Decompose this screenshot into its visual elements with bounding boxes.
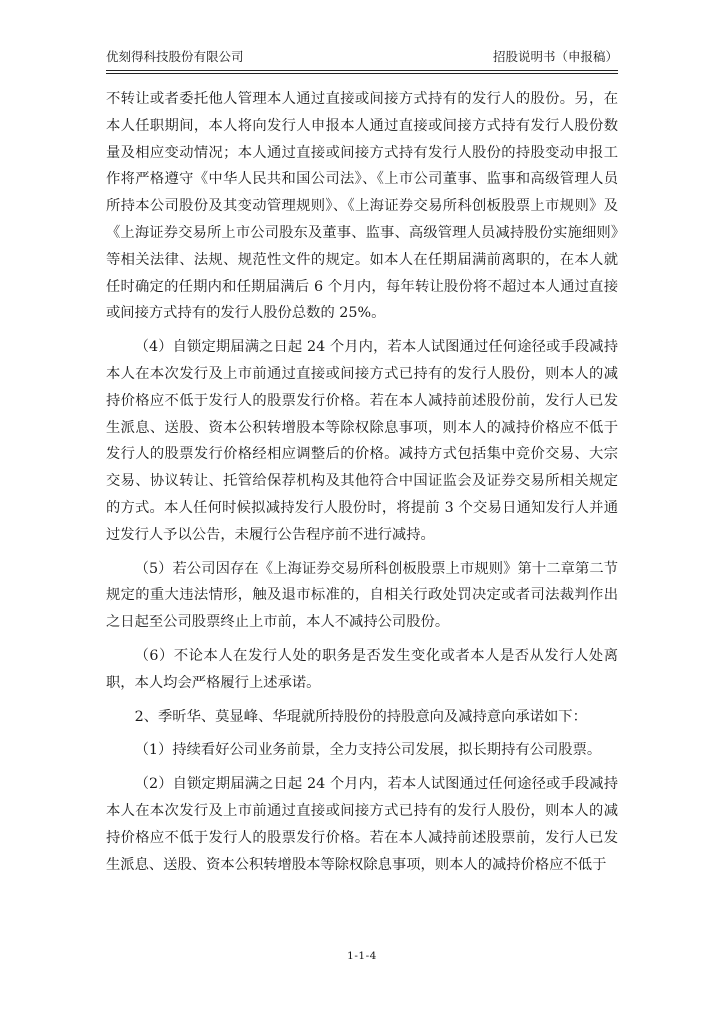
page-header [106, 48, 618, 66]
page-number: 1-1-4 [347, 950, 377, 962]
header-company-name: 优刻得科技股份有限公司 [106, 49, 244, 64]
paragraph-item-5: （5）若公司因存在《上海证券交易所科创板股票上市规则》第十二章第二节规定的重大违法情形，触及退市标准的，自相关行政处罚决定或者司法裁判作出之日起至公司股票终止上市前，本人不减持公司股份。 [106, 560, 618, 631]
paragraph-item-1: （1）持续看好公司业务前景，全力支持公司发展，拟长期持有公司股票。 [134, 742, 602, 759]
paragraph-item-4: （4）自锁定期届满之日起 24 个月内，若本人试图通过任何途径或手段减持本人在本次发行及上市前通过直接或间接方式已持有的发行人股份，则本人的减持价格应不低于发行人的股票发行价格。若在本人减持前述股份前，发行人已发生派息、送股、资本公积转增股本等除权除息事项，则本人的减持价格应不低于发行人的股票发行价格经相应调整后的价格。减持方式包括集中竞价交易、大宗交易、协议转让、托管给保荐机构及其他符合中国证监会及证券交易所相关规定的方式。本人任何时候拟减持发行人股份时，将提前 3 个交易日通知发行人并通过发行人予以公告，未履行公告程序前不进行减持。 [106, 339, 618, 543]
document-body [106, 86, 618, 878]
header-document-title: 招股说明书（申报稿） [492, 49, 618, 64]
paragraph-item-6: （6）不论本人在发行人处的职务是否发生变化或者本人是否从发行人处离职，本人均会严格履行上述承诺。 [106, 647, 618, 691]
header-rule [106, 70, 618, 74]
paragraph-continuation: 不转让或者委托他人管理本人通过直接或间接方式持有的发行人的股份。另，在本人任职期间，本人将向发行人申报本人通过直接或间接方式持有发行人股份数量及相应变动情况；本人通过直接或间接方式持有发行人股份的持股变动申报工作将严格遵守《中华人民共和国公司法》、《上市公司董事、监事和高级管理人员所持本公司股份及其变动管理规则》、《上海证券交易所科创板股票上市规则》及《上海证券交易所上市公司股东及董事、监事、高级管理人员减持股份实施细则》等相关法律、法规、规范性文件的规定。如本人在任期届满前离职的，在本人就任时确定的任期内和任期届满后 6 个月内，每年转让股份将不超过本人通过直接或间接方式持有的发行人股份总数的 25%。 [106, 91, 618, 322]
paragraph-item-2: （2）自锁定期届满之日起 24 个月内，若本人试图通过任何途径或手段减持本人在本次发行及上市前通过直接或间接方式已持有的发行人股份，则本人的减持价格应不低于发行人的股票发行价格。若在本人减持前述股票前，发行人已发生派息、送股、资本公积转增股本等除权除息事项，则本人的减持价格应不低于 [106, 776, 618, 873]
paragraph-section-2: 2、季昕华、莫显峰、华琨就所持股份的持股意向及减持意向承诺如下： [134, 708, 587, 725]
